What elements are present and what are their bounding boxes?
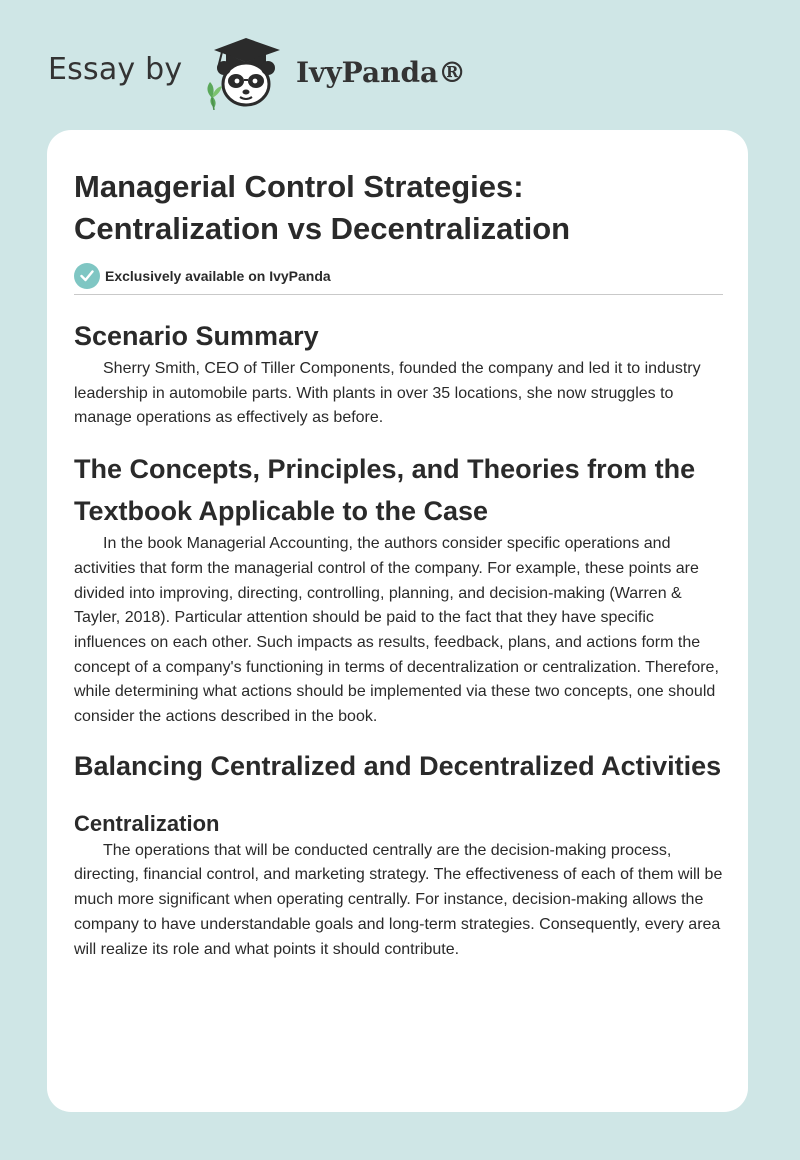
essay-card: [47, 130, 748, 1112]
subsection-heading-centralization: Centralization: [74, 810, 220, 836]
site-header: [0, 0, 800, 125]
section-heading-scenario-summary: Scenario Summary: [74, 321, 319, 351]
check-circle-icon: [74, 263, 100, 289]
section-paragraph-concepts: In the book Managerial Accounting, the authors consider specific operations and activities that form the managerial control of the company. For example, these points are divided into improving, directing, controlling, planning, and decision-making (Warren & Tayler, 2018). Particular attention should be paid to the fact that they have specific influences on each other. Such impacts as results, feedback, plans, and actions form the concept of a company's functioning in terms of decentralization or centralization. Therefore, while determining what actions should be implemented via these two concepts, one should consider the actions described in the book.: [74, 535, 719, 726]
section-paragraph-centralization: The operations that will be conducted centrally are the decision-making process, directing, financial control, and marketing strategy. The effectiveness of each of them will be much more significant when operating centrally. For instance, decision-making allows the company to have understandable goals and long-term strategies. Consequently, every area will realize its role and what points it should contribute.: [74, 841, 723, 958]
section-paragraph-scenario-summary: Sherry Smith, CEO of Tiller Components, founded the company and led it to industry leadership in automobile parts. With plants in over 35 locations, she now struggles to manage operations as effectively as before.: [74, 360, 701, 427]
exclusive-badge: [74, 263, 724, 293]
panda-graduate-icon[interactable]: [200, 36, 292, 110]
brand-name[interactable]: IvyPanda®: [296, 56, 467, 89]
essay-by-label: Essay by: [48, 52, 183, 87]
section-heading-balancing: Balancing Centralized and Decentralized Activities: [74, 750, 722, 781]
essay-content: [74, 166, 724, 962]
exclusive-label: Exclusively available on IvyPanda: [105, 268, 331, 284]
title-divider: [74, 294, 723, 295]
section-heading-concepts: The Concepts, Principles, and Theories from the Textbook Applicable to the Case: [74, 454, 696, 527]
page-title: Managerial Control Strategies: Centralization vs Decentralization: [74, 169, 571, 246]
